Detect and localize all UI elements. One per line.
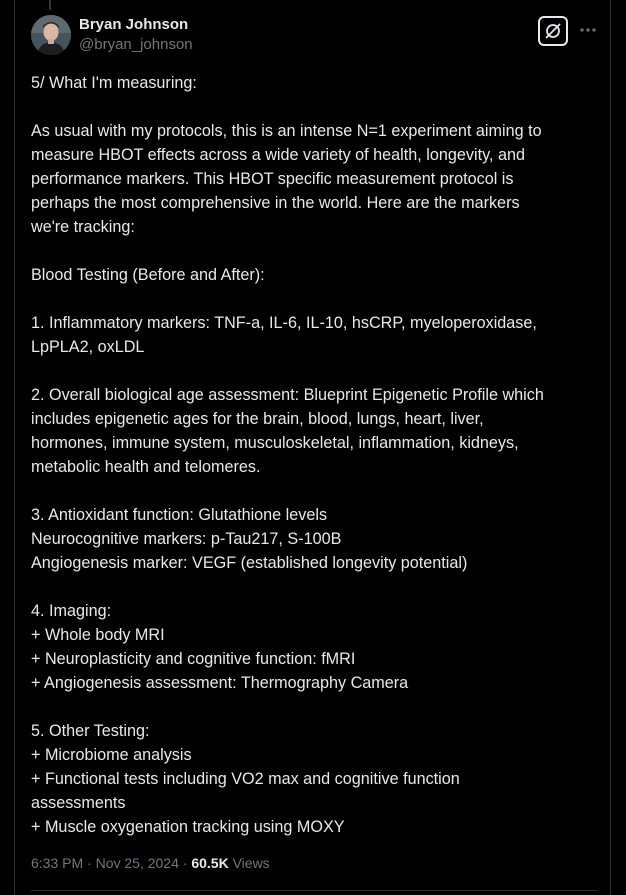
- tweet-line: perhaps the most comprehensive in the world. Here are the markers: [31, 194, 520, 212]
- tweet-line: Angiogenesis marker: VEGF (established longevity potential): [31, 554, 468, 572]
- tweet-line: Neurocognitive markers: p-Tau217, S-100B: [31, 530, 342, 548]
- tweet-line: measure HBOT effects across a wide variety of health, longevity, and: [31, 146, 525, 164]
- tweet-line: 4. Imaging:: [31, 602, 112, 620]
- tweet-line: assessments: [31, 794, 126, 812]
- tweet-text: [31, 71, 599, 839]
- tweet-line: + Angiogenesis assessment: Thermography Camera: [31, 674, 409, 692]
- tweet-blank-line: [31, 95, 599, 119]
- tweet-meta: [31, 853, 270, 873]
- tweet-line: performance markers. This HBOT specific measurement protocol is: [31, 170, 514, 188]
- author-display-name[interactable]: Bryan Johnson: [79, 16, 189, 33]
- tweet-line: hormones, immune system, musculoskeletal, inflammation, kidneys,: [31, 434, 519, 452]
- tweet-line: + Whole body MRI: [31, 626, 165, 644]
- tweet-line: includes epigenetic ages for the brain, blood, lungs, heart, liver,: [31, 410, 484, 428]
- tweet-line: 2. Overall biological age assessment: Blueprint Epigenetic Profile which: [31, 386, 544, 404]
- tweet-line: 5. Other Testing:: [31, 722, 150, 740]
- views-count: 60.5K: [191, 855, 229, 871]
- more-options-button[interactable]: [578, 20, 598, 40]
- tweet-line: 3. Antioxidant function: Glutathione levels: [31, 506, 328, 524]
- tweet-time[interactable]: 6:33 PM: [31, 855, 84, 871]
- avatar[interactable]: [31, 15, 71, 55]
- profile-photo-icon: [31, 15, 71, 55]
- tweet-blank-line: [31, 479, 599, 503]
- tweet-line: metabolic health and telomeres.: [31, 458, 261, 476]
- tweet-blank-line: [31, 239, 599, 263]
- tweet-blank-line: [31, 287, 599, 311]
- tweet-line: As usual with my protocols, this is an intense N=1 experiment aiming to: [31, 122, 542, 140]
- tweet-line: 1. Inflammatory markers: TNF-a, IL-6, IL-10, hsCRP, myeloperoxidase,: [31, 314, 537, 332]
- tweet-line: 5/ What I'm measuring:: [31, 74, 197, 92]
- tweet-line: + Microbiome analysis: [31, 746, 192, 764]
- tweet-line: we're tracking:: [31, 218, 135, 236]
- author-handle[interactable]: @bryan_johnson: [79, 36, 193, 53]
- grok-slash-icon: [544, 22, 562, 40]
- meta-separator-2: ·: [178, 855, 192, 871]
- tweet-blank-line: [31, 359, 599, 383]
- tweet-line: Blood Testing (Before and After):: [31, 266, 265, 284]
- more-dots-icon: [579, 27, 597, 33]
- tweet-blank-line: [31, 575, 599, 599]
- tweet-line: + Neuroplasticity and cognitive function: fMRI: [31, 650, 356, 668]
- tweet-line: + Functional tests including VO2 max and cognitive function: [31, 770, 460, 788]
- thread-connector-line: [49, 0, 51, 10]
- meta-separator: ·: [83, 855, 96, 871]
- tweet-blank-line: [31, 695, 599, 719]
- tweet-line: + Muscle oxygenation tracking using MOXY: [31, 818, 345, 836]
- grok-button[interactable]: [538, 16, 568, 46]
- tweet-date[interactable]: Nov 25, 2024: [95, 855, 179, 871]
- tweet-line: LpPLA2, oxLDL: [31, 338, 145, 356]
- views-label: Views: [228, 855, 270, 871]
- divider: [31, 890, 597, 891]
